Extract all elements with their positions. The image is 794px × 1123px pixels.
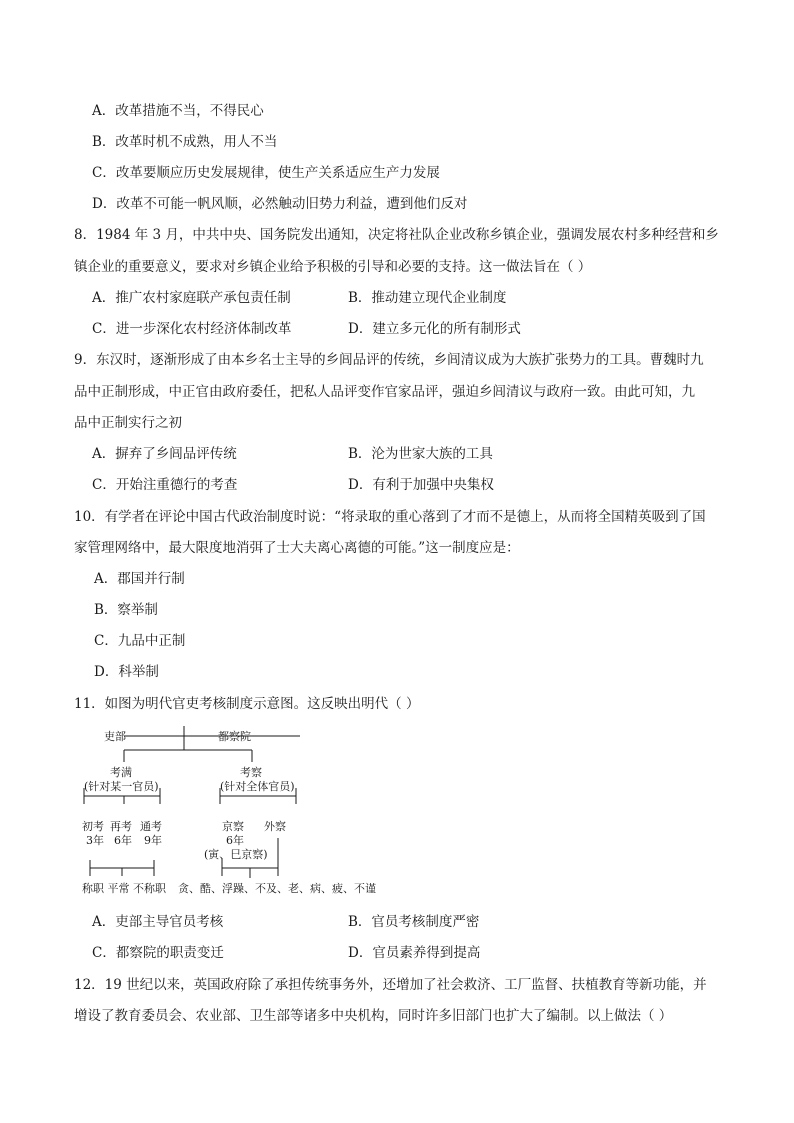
q11-option-d: D．官员素养得到提高 bbox=[348, 945, 481, 961]
diagram-kaoman-note: (针对某一官员) bbox=[84, 780, 159, 793]
diagram-kaocha-note: (针对全体官员) bbox=[220, 780, 295, 793]
q10-option-c: C．九品中正制 bbox=[94, 633, 186, 649]
q8-stem-line-2: 镇企业的重要意义，要求对乡镇企业给予积极的引导和必要的支持。这一做法旨在（ ） bbox=[74, 259, 592, 275]
q11-option-b: B．官员考核制度严密 bbox=[348, 914, 480, 930]
q12-stem-line-1: 12．19 世纪以来，英国政府除了承担传统事务外，还增加了社会救济、工厂监督、扶植教育等新功能，并 bbox=[74, 977, 707, 993]
diagram-tongkao: 通考 bbox=[140, 820, 162, 833]
diagram-zaikao-years: 6年 bbox=[114, 834, 132, 847]
diagram-zaikao: 再考 bbox=[110, 820, 132, 833]
diagram-chukao-years: 3年 bbox=[86, 834, 104, 847]
q8-option-a: A．推广农村家庭联产承包责任制 bbox=[92, 290, 291, 306]
q11-option-a: A．吏部主导官员考核 bbox=[92, 914, 224, 930]
q9-stem-line-2: 品中正制形成，中正官由政府委任，把私人品评变作官家品评，强迫乡闾清议与政府一致。由此可知，九 bbox=[74, 384, 695, 400]
q8-stem-line-1: 8．1984 年 3 月，中共中央、国务院发出通知，决定将社队企业改称乡镇企业，强调发展农村多种经营和乡 bbox=[74, 227, 719, 243]
q7-option-c: C．改革要顺应历史发展规律，使生产关系适应生产力发展 bbox=[92, 165, 440, 181]
q7-option-a: A．改革措施不当，不得民心 bbox=[92, 103, 264, 119]
diagram-top-left: 吏部 bbox=[104, 730, 126, 743]
q10-option-d: D．科举制 bbox=[94, 664, 159, 680]
q12-stem-line-2: 增设了教育委员会、农业部、卫生部等诸多中央机构，同时许多旧部门也扩大了编制。以上做法（ ） bbox=[74, 1008, 673, 1024]
ming-assessment-diagram bbox=[82, 726, 382, 902]
diagram-jingcha-years: 6年 bbox=[226, 834, 244, 847]
q10-option-a: A．郡国并行制 bbox=[94, 571, 185, 587]
diagram-top-right: 都察院 bbox=[218, 730, 251, 743]
diagram-jingcha-note: (寅、巳京察) bbox=[204, 848, 268, 861]
diagram-result-left: 称职 平常 不称职 bbox=[82, 882, 166, 895]
diagram-kaocha: 考察 bbox=[240, 766, 262, 779]
q7-option-d: D．改革不可能一帆风顺，必然触动旧势力利益，遭到他们反对 bbox=[92, 196, 468, 212]
q9-stem-line-1: 9．东汉时，逐渐形成了由本乡名士主导的乡闾品评的传统，乡闾清议成为大族扩张势力的工具。曹魏时九 bbox=[74, 352, 704, 368]
q10-option-b: B．察举制 bbox=[94, 602, 158, 618]
q9-option-a: A．摒弃了乡闾品评传统 bbox=[92, 446, 237, 462]
q9-option-c: C．开始注重德行的考查 bbox=[92, 477, 238, 493]
diagram-result-right: 贪、酷、浮躁、不及、老、病、疲、不谨 bbox=[178, 882, 376, 895]
q11-stem: 11．如图为明代官吏考核制度示意图。这反映出明代（ ） bbox=[74, 696, 420, 712]
q9-option-d: D．有利于加强中央集权 bbox=[348, 477, 494, 493]
q9-option-b: B．沦为世家大族的工具 bbox=[348, 446, 493, 462]
q8-option-d: D．建立多元化的所有制形式 bbox=[348, 321, 521, 337]
q7-option-b: B．改革时机不成熟，用人不当 bbox=[92, 134, 278, 150]
diagram-waicha: 外察 bbox=[264, 820, 286, 833]
q9-stem-line-3: 品中正制实行之初 bbox=[74, 415, 182, 431]
diagram-kaoman: 考满 bbox=[110, 766, 132, 779]
diagram-svg bbox=[82, 726, 382, 902]
diagram-chukao: 初考 bbox=[82, 820, 104, 833]
q8-option-b: B．推动建立现代企业制度 bbox=[348, 290, 507, 306]
diagram-jingcha: 京察 bbox=[222, 820, 244, 833]
q11-option-c: C．都察院的职责变迁 bbox=[92, 945, 224, 961]
q8-option-c: C．进一步深化农村经济体制改革 bbox=[92, 321, 292, 337]
q10-stem-line-2: 家管理网络中，最大限度地消弭了士大夫离心离德的可能。”这一制度应是： bbox=[74, 540, 520, 556]
q10-stem-line-1: 10．有学者在评论中国古代政治制度时说：“将录取的重心落到了才而不是德上，从而将全国精英吸到了国 bbox=[74, 509, 706, 525]
diagram-tongkao-years: 9年 bbox=[144, 834, 162, 847]
